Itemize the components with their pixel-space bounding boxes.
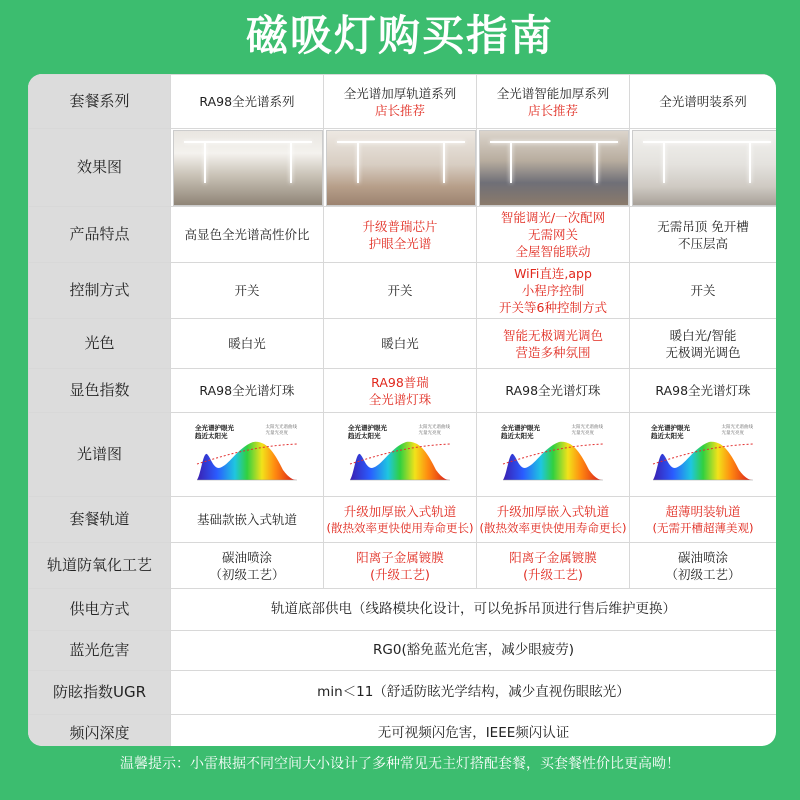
track-line: 超薄明装轨道 [665, 503, 741, 519]
effect-photo-4 [632, 130, 776, 206]
cell-oxidation-4 [630, 543, 777, 589]
spectrum-label-line: 趋近太阳光 [651, 431, 684, 440]
row-control [29, 263, 777, 319]
cell-features-4 [630, 207, 777, 263]
oxidation-line: 碳油喷涂 [221, 549, 272, 565]
cell-track-3 [477, 497, 630, 543]
oxidation-line: 碳油喷涂 [677, 549, 728, 565]
row-header-cri: 显色指数 [29, 369, 171, 413]
cell-color-1 [171, 319, 324, 369]
row-header-spectrum: 光谱图 [29, 413, 171, 497]
cell-color-4 [630, 319, 777, 369]
cell-control-3 [477, 263, 630, 319]
cell-features-1 [171, 207, 324, 263]
cell-control-1 [171, 263, 324, 319]
spectrum-side-line: 太阳光光谱曲线 [721, 424, 753, 430]
cell-effect-4 [630, 129, 777, 207]
cri-line: RA98全光谱灯珠 [655, 383, 751, 398]
cell-features-3 [477, 207, 630, 263]
features-line: 全屋智能联动 [515, 244, 591, 259]
cell-oxidation-2 [324, 543, 477, 589]
cell-color-2 [324, 319, 477, 369]
features-line: 智能调光/一次配网 [500, 210, 606, 225]
spectrum-side-line: 光量光亮度 [571, 430, 594, 436]
cell-cri-1 [171, 369, 324, 413]
spectrum-chart-3 [499, 424, 607, 486]
series-name: 全光谱加厚轨道系列 [343, 85, 457, 101]
track-line: 基础款嵌入式轨道 [196, 512, 297, 527]
row-header-track: 套餐轨道 [29, 497, 171, 543]
spectrum-side-line: 光量光亮度 [418, 430, 441, 436]
cell-oxidation-3 [477, 543, 630, 589]
recommend-tag: 店长推荐 [527, 102, 578, 118]
spectrum-side-line: 光量光亮度 [265, 430, 288, 436]
row-header-oxidation: 轨道防氧化工艺 [29, 543, 171, 589]
spectrum-chart-4 [649, 424, 757, 486]
row-cri [29, 369, 777, 413]
track-line: 升级加厚嵌入式轨道 [343, 503, 457, 519]
cell-series-4 [630, 75, 777, 129]
cell-effect-3 [477, 129, 630, 207]
row-track [29, 497, 777, 543]
cri-line: RA98全光谱灯珠 [505, 383, 601, 398]
control-line: 开关等6种控制方式 [499, 300, 607, 315]
comparison-table-card [28, 74, 776, 746]
cell-effect-1 [171, 129, 324, 207]
cell-spectrum-3 [477, 413, 630, 497]
cell-series-2 [324, 75, 477, 129]
control-line: 开关 [387, 283, 413, 298]
track-line: 升级加厚嵌入式轨道 [496, 503, 610, 519]
shared-flicker: 无可视频闪危害，IEEE频闪认证 [171, 715, 777, 747]
cell-track-4 [630, 497, 777, 543]
series-name: 全光谱智能加厚系列 [496, 85, 610, 101]
cell-spectrum-1 [171, 413, 324, 497]
cell-effect-2 [324, 129, 477, 207]
cri-line: RA98普瑞 [371, 374, 429, 390]
color-line: 智能无极调光调色 [502, 327, 603, 343]
cell-oxidation-1 [171, 543, 324, 589]
features-line: 护眼全光谱 [368, 235, 432, 251]
cell-spectrum-4 [630, 413, 777, 497]
row-header-series: 套餐系列 [29, 75, 171, 129]
spectrum-side-line: 太阳光光谱曲线 [571, 424, 603, 430]
color-line: 暖白光 [381, 336, 419, 351]
control-line: 开关 [234, 283, 260, 298]
row-header-flicker: 频闪深度 [29, 715, 171, 747]
features-line: 不压层高 [677, 235, 728, 251]
row-header-power: 供电方式 [29, 589, 171, 631]
cell-series-3 [477, 75, 630, 129]
oxidation-line: (升级工艺) [523, 566, 583, 582]
row-color [29, 319, 777, 369]
effect-photo-3 [479, 130, 629, 206]
shared-ugr: min＜11（舒适防眩光学结构，减少直视伤眼眩光） [171, 671, 777, 715]
page-title: 磁吸灯购买指南 [245, 11, 554, 60]
row-header-features: 产品特点 [29, 207, 171, 263]
effect-photo-1 [173, 130, 323, 206]
row-header-control: 控制方式 [29, 263, 171, 319]
cri-line: RA98全光谱灯珠 [199, 383, 295, 398]
features-line: 升级普瑞芯片 [362, 218, 438, 234]
spectrum-label-line: 趋近太阳光 [195, 431, 228, 440]
spectrum-side-line: 光量光亮度 [721, 430, 744, 436]
row-oxidation [29, 543, 777, 589]
row-header-bluelight: 蓝光危害 [29, 631, 171, 671]
cell-features-2 [324, 207, 477, 263]
spectrum-label-line: 全光谱护眼光 [501, 423, 540, 432]
control-line: 小程序控制 [521, 283, 585, 298]
features-line: 高显色全光谱高性价比 [184, 227, 310, 242]
row-flicker [29, 715, 777, 747]
features-line: 无需吊顶 免开槽 [657, 218, 749, 234]
oxidation-line: （初级工艺） [665, 566, 741, 582]
color-line: 营造多种氛围 [515, 344, 591, 360]
track-line: (无需开槽超薄美观) [652, 520, 754, 535]
spectrum-label-line: 全光谱护眼光 [195, 423, 234, 432]
cell-control-4 [630, 263, 777, 319]
shared-bluelight: RG0(豁免蓝光危害，减少眼疲劳) [171, 631, 777, 671]
row-effect [29, 129, 777, 207]
spectrum-chart-2 [346, 424, 454, 486]
effect-photo-2 [326, 130, 476, 206]
comparison-table [28, 74, 776, 746]
row-header-ugr: 防眩指数UGR [29, 671, 171, 715]
oxidation-line: 阳离子金属镀膜 [356, 549, 444, 565]
series-name: 全光谱明装系列 [659, 94, 747, 109]
spectrum-chart-1 [193, 424, 301, 486]
oxidation-line: （初级工艺） [209, 566, 285, 582]
recommend-tag: 店长推荐 [374, 102, 425, 118]
oxidation-line: 阳离子金属镀膜 [509, 549, 597, 565]
track-line: (散热效率更快使用寿命更长) [326, 520, 474, 535]
shared-power: 轨道底部供电（线路模块化设计，可以免拆吊顶进行售后维护更换） [171, 589, 777, 631]
cell-series-1 [171, 75, 324, 129]
cell-cri-4 [630, 369, 777, 413]
features-line: 无需网关 [527, 227, 578, 242]
row-header-effect: 效果图 [29, 129, 171, 207]
row-header-color: 光色 [29, 319, 171, 369]
footer-tip: 温馨提示：小雷根据不同空间大小设计了多种常见无主灯搭配套餐，买套餐性价比更高呦！ [120, 756, 680, 772]
spectrum-label-line: 趋近太阳光 [501, 431, 534, 440]
row-spectrum [29, 413, 777, 497]
cri-line: 全光谱灯珠 [368, 391, 432, 407]
spectrum-label-line: 全光谱护眼光 [348, 423, 387, 432]
row-ugr [29, 671, 777, 715]
row-power [29, 589, 777, 631]
spectrum-label-line: 趋近太阳光 [348, 431, 381, 440]
spectrum-side-line: 太阳光光谱曲线 [265, 424, 297, 430]
cell-color-3 [477, 319, 630, 369]
series-name: RA98全光谱系列 [199, 94, 295, 109]
control-line: WiFi直连,app [514, 266, 592, 281]
oxidation-line: (升级工艺) [370, 566, 430, 582]
cell-control-2 [324, 263, 477, 319]
track-line: (散热效率更快使用寿命更长) [479, 520, 627, 535]
color-line: 暖白光 [228, 336, 266, 351]
spectrum-side-line: 太阳光光谱曲线 [418, 424, 450, 430]
control-line: 开关 [690, 283, 716, 298]
cell-track-2 [324, 497, 477, 543]
spectrum-label-line: 全光谱护眼光 [651, 423, 690, 432]
color-line: 无极调光调色 [665, 344, 741, 360]
color-line: 暖白光/智能 [669, 327, 737, 343]
row-series [29, 75, 777, 129]
row-features [29, 207, 777, 263]
cell-track-1 [171, 497, 324, 543]
cell-spectrum-2 [324, 413, 477, 497]
cell-cri-2 [324, 369, 477, 413]
row-bluelight [29, 631, 777, 671]
cell-cri-3 [477, 369, 630, 413]
